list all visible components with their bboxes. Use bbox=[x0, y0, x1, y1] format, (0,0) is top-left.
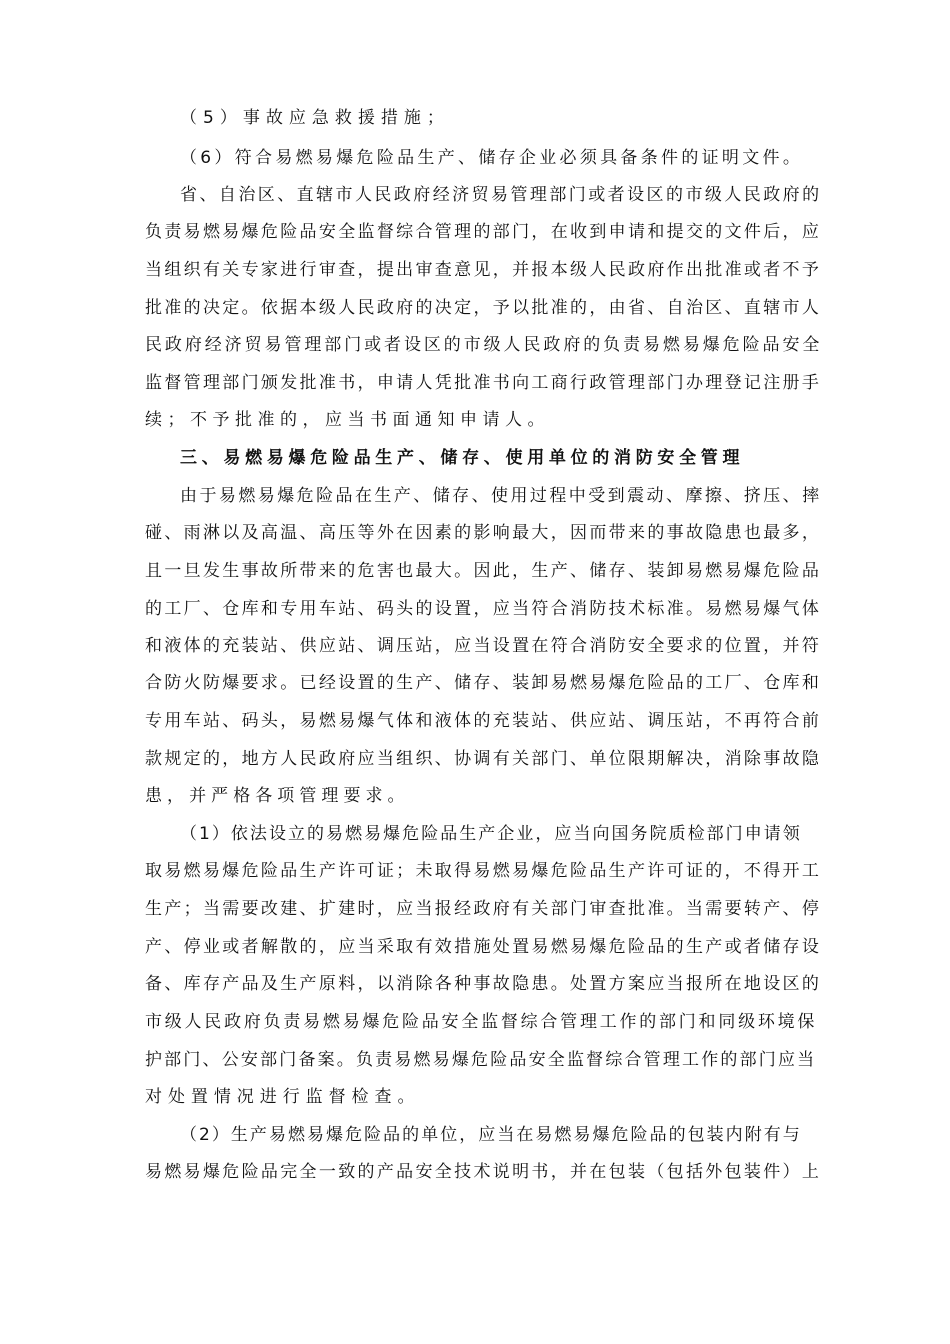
paragraph-line: 碰、雨淋以及高温、高压等外在因素的影响最大，因而带来的事故隐患也最多， bbox=[145, 523, 822, 543]
paragraph-line: 易燃易爆危险品完全一致的产品安全技术说明书，并在包装（包括外包装件）上 bbox=[145, 1162, 822, 1182]
paragraph-line: 且一旦发生事故所带来的危害也最大。因此，生产、储存、装卸易燃易爆危险品 bbox=[145, 561, 822, 581]
paragraph-line: 生产；当需要改建、扩建时，应当报经政府有关部门审查批准。当需要转产、停 bbox=[145, 899, 822, 919]
paragraph-line: 对处置情况进行监督检查。 bbox=[145, 1087, 421, 1107]
paragraph-line: 负责易燃易爆危险品安全监督综合管理的部门，在收到申请和提交的文件后，应 bbox=[145, 222, 822, 242]
paragraph-line: 专用车站、码头，易燃易爆气体和液体的充装站、供应站、调压站，不再符合前 bbox=[145, 711, 822, 731]
paragraph-line: （1）依法设立的易燃易爆危险品生产企业，应当向国务院质检部门申请领 bbox=[180, 824, 802, 844]
paragraph-line: 监督管理部门颁发批准书，申请人凭批准书向工商行政管理部门办理登记注册手 bbox=[145, 373, 822, 393]
paragraph-line: 护部门、公安部门备案。负责易燃易爆危险品安全监督综合管理工作的部门应当 bbox=[145, 1050, 817, 1070]
list-item-6: （6）符合易燃易爆危险品生产、储存企业必须具备条件的证明文件。 bbox=[180, 148, 804, 168]
paragraph-line: 患，并严格各项管理要求。 bbox=[145, 786, 410, 806]
paragraph-line: 省、自治区、直辖市人民政府经济贸易管理部门或者设区的市级人民政府的 bbox=[180, 185, 822, 205]
paragraph-line: 合防火防爆要求。已经设置的生产、储存、装卸易燃易爆危险品的工厂、仓库和 bbox=[145, 673, 822, 693]
list-item-5: （5）事故应急救援措施； bbox=[180, 108, 450, 128]
section-heading: 三、易燃易爆危险品生产、储存、使用单位的消防安全管理 bbox=[180, 448, 745, 468]
paragraph-line: （2）生产易燃易爆危险品的单位，应当在易燃易爆危险品的包装内附有与 bbox=[180, 1125, 802, 1145]
paragraph-line: 取易燃易爆危险品生产许可证；未取得易燃易爆危险品生产许可证的，不得开工 bbox=[145, 861, 822, 881]
paragraph-line: 备、库存产品及生产原料，以消除各种事故隐患。处置方案应当报所在地设区的 bbox=[145, 974, 822, 994]
paragraph-line: 当组织有关专家进行审查，提出审查意见，并报本级人民政府作出批准或者不予 bbox=[145, 260, 822, 280]
paragraph-line: 市级人民政府负责易燃易爆危险品安全监督综合管理工作的部门和同级环境保 bbox=[145, 1012, 818, 1032]
paragraph-line: 和液体的充装站、供应站、调压站，应当设置在符合消防安全要求的位置，并符 bbox=[145, 636, 822, 656]
paragraph-line: 款规定的，地方人民政府应当组织、协调有关部门、单位限期解决，消除事故隐 bbox=[145, 749, 822, 769]
paragraph-line: 由于易燃易爆危险品在生产、储存、使用过程中受到震动、摩擦、挤压、摔 bbox=[180, 486, 822, 506]
paragraph-line: 批准的决定。依据本级人民政府的决定，予以批准的，由省、自治区、直辖市人 bbox=[145, 298, 822, 318]
paragraph-line: 民政府经济贸易管理部门或者设区的市级人民政府的负责易燃易爆危险品安全 bbox=[145, 335, 823, 355]
paragraph-line: 的工厂、仓库和专用车站、码头的设置，应当符合消防技术标准。易燃易爆气体 bbox=[145, 599, 822, 619]
paragraph-line: 产、停业或者解散的，应当采取有效措施处置易燃易爆危险品的生产或者储存设 bbox=[145, 937, 822, 957]
paragraph-line: 续；不予批准的，应当书面通知申请人。 bbox=[145, 410, 550, 430]
